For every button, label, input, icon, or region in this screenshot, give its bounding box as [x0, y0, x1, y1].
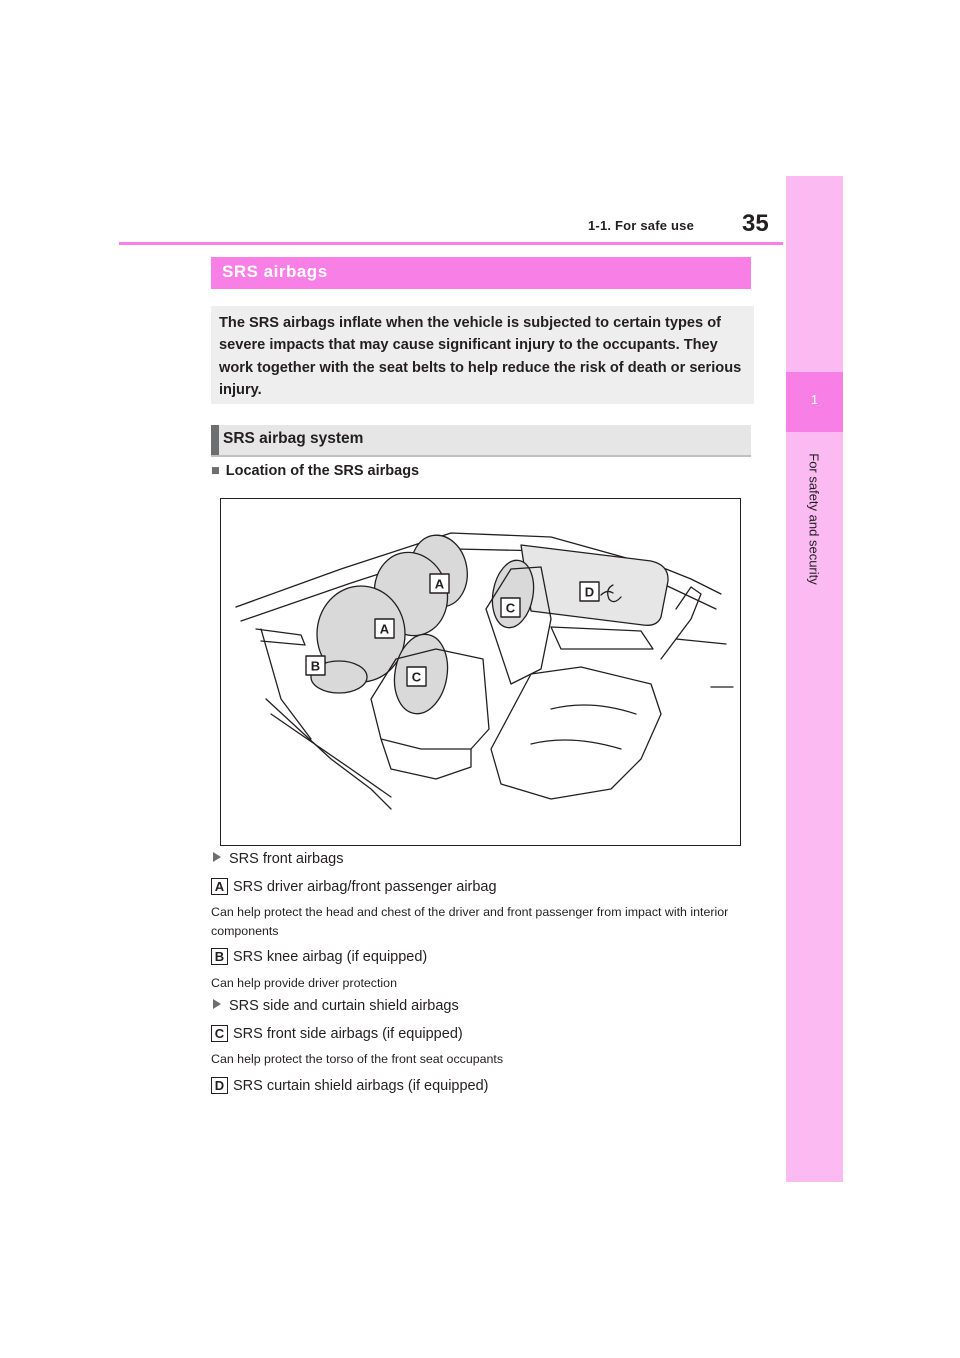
rear-seat: [491, 667, 661, 799]
callout-a-upper: [430, 574, 449, 593]
label-a-upper: A: [434, 576, 445, 592]
item-b-text: SRS knee airbag (if equipped): [233, 948, 428, 965]
airbag-location-illustration: [220, 498, 741, 846]
letter-c-box: C: [211, 1025, 228, 1042]
page-number: 35: [742, 210, 769, 237]
item-b-note: Can help provide driver protection: [211, 976, 397, 990]
letter-d-box: D: [211, 1077, 228, 1094]
callout-c-left: [407, 667, 426, 686]
page-title: SRS airbags: [222, 262, 328, 281]
triangle-bullet-icon: [213, 852, 221, 862]
location-heading: ■ Location of the SRS airbags: [211, 463, 420, 479]
label-a-lower: A: [379, 621, 390, 637]
intro-text: The SRS airbags inflate when the vehicle is subjected to certain types of severe impacts that may cause significant injury to the occupants. They work together with the seat belts to help reduce the risk of death or serious injury.: [219, 315, 742, 399]
square-marker: ■: [211, 463, 220, 479]
item-c-text: SRS front side airbags (if equipped): [233, 1025, 463, 1042]
triangle-bullet-icon: [213, 999, 221, 1009]
item-c-note: Can help protect the torso of the front seat occupants: [211, 1052, 504, 1066]
item-d: [211, 1077, 489, 1094]
item-a-note: Can help protect the head and chest of the driver and front passenger from impact with interior components: [211, 905, 729, 938]
callout-a-lower: [375, 619, 394, 638]
subheading-rule: [211, 455, 751, 457]
group-front-airbags: SRS front airbags: [213, 851, 343, 867]
label-c-right: C: [505, 600, 516, 616]
item-c: [211, 1025, 463, 1042]
label-d: D: [584, 584, 595, 600]
callout-d: [580, 582, 599, 601]
item-d-text: SRS curtain shield airbags (if equipped): [233, 1077, 489, 1094]
header-rule: [119, 242, 783, 245]
item-a: [211, 878, 497, 895]
callout-c-right: [501, 598, 520, 617]
chapter-side-tab: [786, 176, 843, 1182]
subheading: SRS airbag system: [223, 430, 364, 447]
item-a-text: SRS driver airbag/front passenger airbag: [233, 878, 497, 895]
chapter-number: 1: [810, 392, 819, 407]
callout-b: [306, 656, 325, 675]
section-label: 1-1. For safe use: [588, 218, 694, 233]
letter-b-box: B: [211, 948, 228, 965]
label-b: B: [310, 658, 321, 674]
letter-a-box: A: [211, 878, 228, 895]
group-side-airbags: SRS side and curtain shield airbags: [213, 998, 459, 1014]
label-c-left: C: [411, 669, 422, 685]
item-b: [211, 948, 427, 965]
chapter-title: For safety and security: [806, 453, 822, 585]
